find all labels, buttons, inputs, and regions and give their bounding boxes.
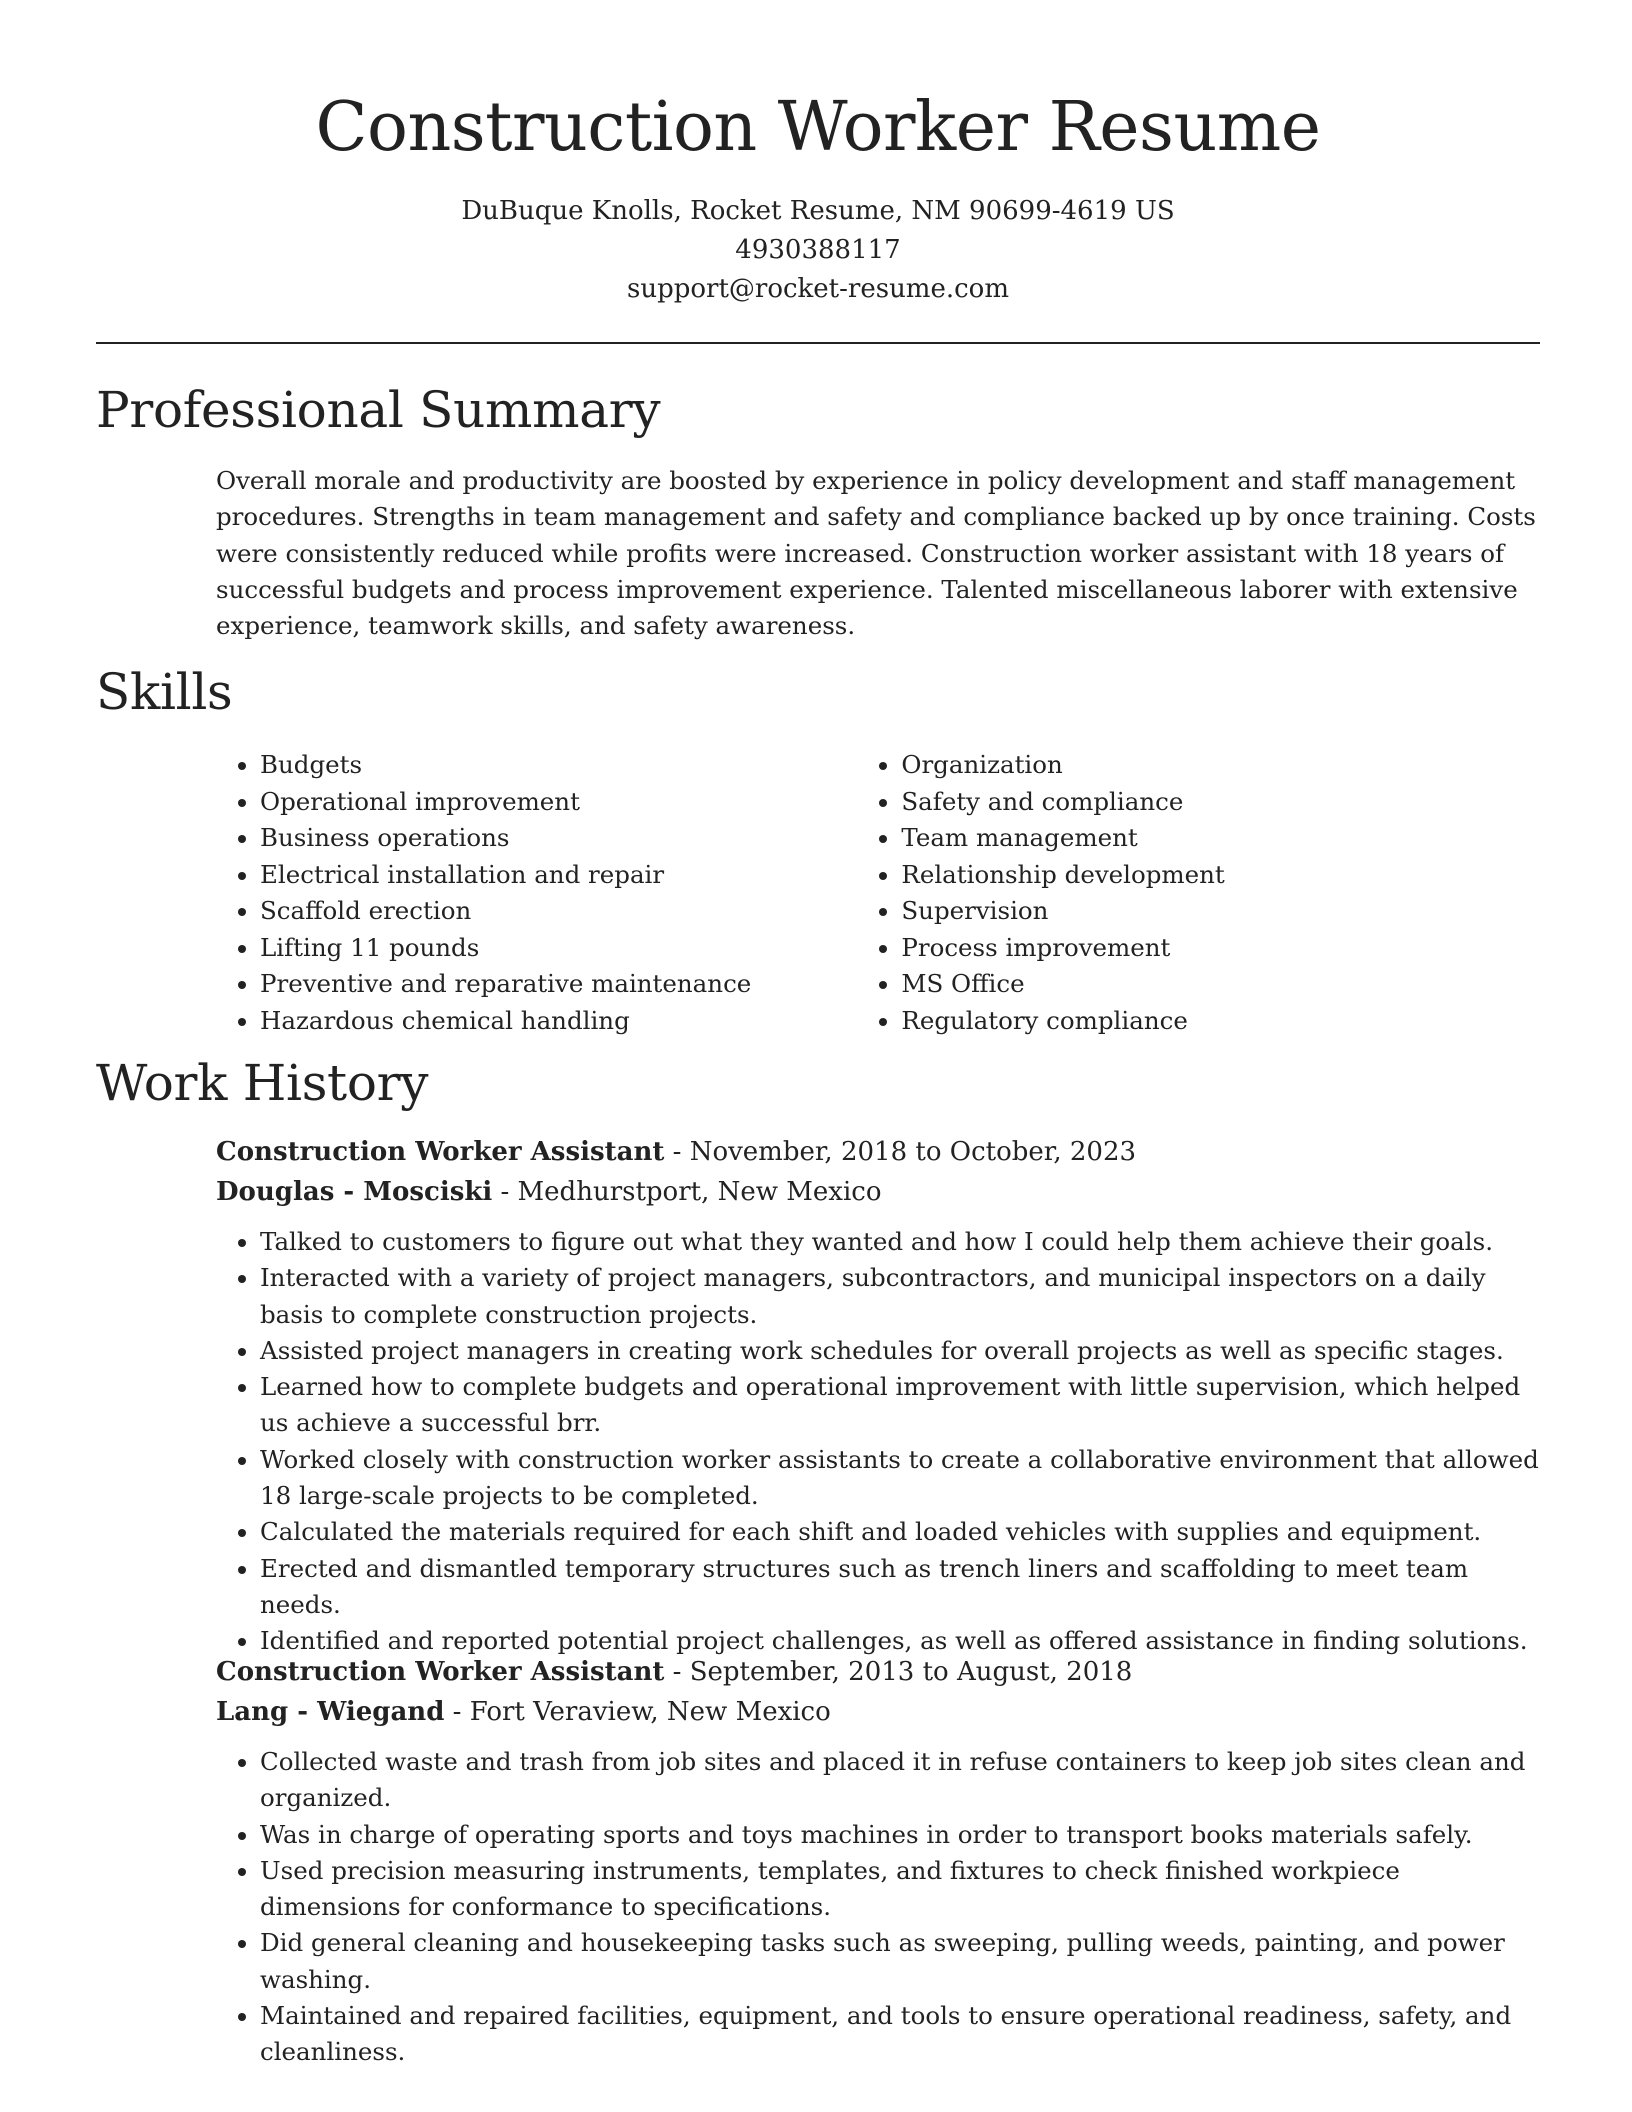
skill-item: • Electrical installation and repair [260,857,857,894]
section-title-skills: Skills [96,663,233,721]
skill-item: • Team management [901,820,1540,857]
job-location: - Medhurstport, New Mexico [492,1177,882,1207]
skill-item: • Budgets [260,747,857,784]
job-bullets [216,1744,1546,2071]
job-bullet: • Worked closely with construction worker assistants to create a collaborative environment that allowed 18 large-scale projects to be completed. [260,1442,1546,1515]
skill-item: • Relationship development [901,857,1540,894]
skill-item: • Safety and compliance [901,784,1540,821]
skill-item: • Process improvement [901,930,1540,967]
section-title-work-history: Work History [96,1054,429,1112]
job-bullet: • Used precision measuring instruments, templates, and fixtures to check finished workpiece dimensions for conformance to specifications. [260,1853,1546,1926]
job-bullet: • Calculated the materials required for each shift and loaded vehicles with supplies and equipment. [260,1514,1546,1550]
job-bullet: • Identified and reported potential project challenges, as well as offered assistance in finding solutions. [260,1623,1546,1659]
skill-item: • Lifting 11 pounds [260,930,857,967]
skill-item: • Scaffold erection [260,893,857,930]
contact-block [96,192,1540,309]
skill-item: • Regulatory compliance [901,1003,1540,1040]
job-dates: - September, 2013 to August, 2018 [664,1657,1133,1687]
job-bullets [216,1224,1546,1660]
summary-text: Overall morale and productivity are boosted by experience in policy development and staff management procedures. Strengths in team management and safety and compliance backed up by once training. Costs were consistently reduced while profits were increased. Construction worker assistant with 18 years of successful budgets and process improvement experience. Talented miscellaneous laborer with extensive experience, teamwork skills, and safety awareness. [216,466,1536,641]
skills-column-right [857,747,1540,1039]
job-bullet: • Interacted with a variety of project managers, subcontractors, and municipal inspectors on a daily basis to complete construction projects. [260,1260,1546,1333]
job-bullet: • Learned how to complete budgets and operational improvement with little supervision, which helped us achieve a successful brr. [260,1369,1546,1442]
skills-column-left [216,747,857,1039]
job-company: Douglas - Mosciski [216,1177,493,1207]
job-company: Lang - Wiegand [216,1697,445,1727]
job-bullet: • Was in charge of operating sports and toys machines in order to transport books materials safely. [260,1817,1546,1853]
job-role: Construction Worker Assistant [216,1657,665,1687]
contact-address: DuBuque Knolls, Rocket Resume, NM 90699-4619 US [461,196,1175,226]
skill-item: • Operational improvement [260,784,857,821]
skill-item: • Hazardous chemical handling [260,1003,857,1040]
job-bullet: • Maintained and repaired facilities, equipment, and tools to ensure operational readiness, safety, and cleanliness. [260,1998,1546,2071]
job-bullet: • Collected waste and trash from job sites and placed it in refuse containers to keep job sites clean and organized. [260,1744,1546,1817]
contact-email: support@rocket-resume.com [626,274,1009,304]
job-bullet: • Erected and dismantled temporary structures such as trench liners and scaffolding to meet team needs. [260,1551,1546,1624]
job-location: - Fort Veraview, New Mexico [444,1697,831,1727]
job-title-line [216,1132,1546,1172]
contact-phone: 4930388117 [735,235,901,265]
job-entry-2 [216,1652,1546,2071]
resume-title: Construction Worker Resume [315,88,1321,167]
job-role: Construction Worker Assistant [216,1137,665,1167]
job-bullet: • Did general cleaning and housekeeping tasks such as sweeping, pulling weeds, painting, and power washing. [260,1925,1546,1998]
job-dates: - November, 2018 to October, 2023 [664,1137,1137,1167]
job-bullet: • Assisted project managers in creating work schedules for overall projects as well as specific stages. [260,1333,1546,1369]
job-entry-1 [216,1132,1546,1660]
skill-item: • Business operations [260,820,857,857]
job-company-line [216,1692,1546,1732]
skill-item: • Preventive and reparative maintenance [260,966,857,1003]
skill-item: • Supervision [901,893,1540,930]
skill-item: • MS Office [901,966,1540,1003]
job-title-line [216,1652,1546,1692]
section-title-summary: Professional Summary [96,381,661,439]
job-company-line [216,1172,1546,1212]
skills-list [216,747,1540,1039]
header-divider [96,342,1540,344]
skill-item: • Organization [901,747,1540,784]
job-bullet: • Talked to customers to figure out what they wanted and how I could help them achieve their goals. [260,1224,1546,1260]
